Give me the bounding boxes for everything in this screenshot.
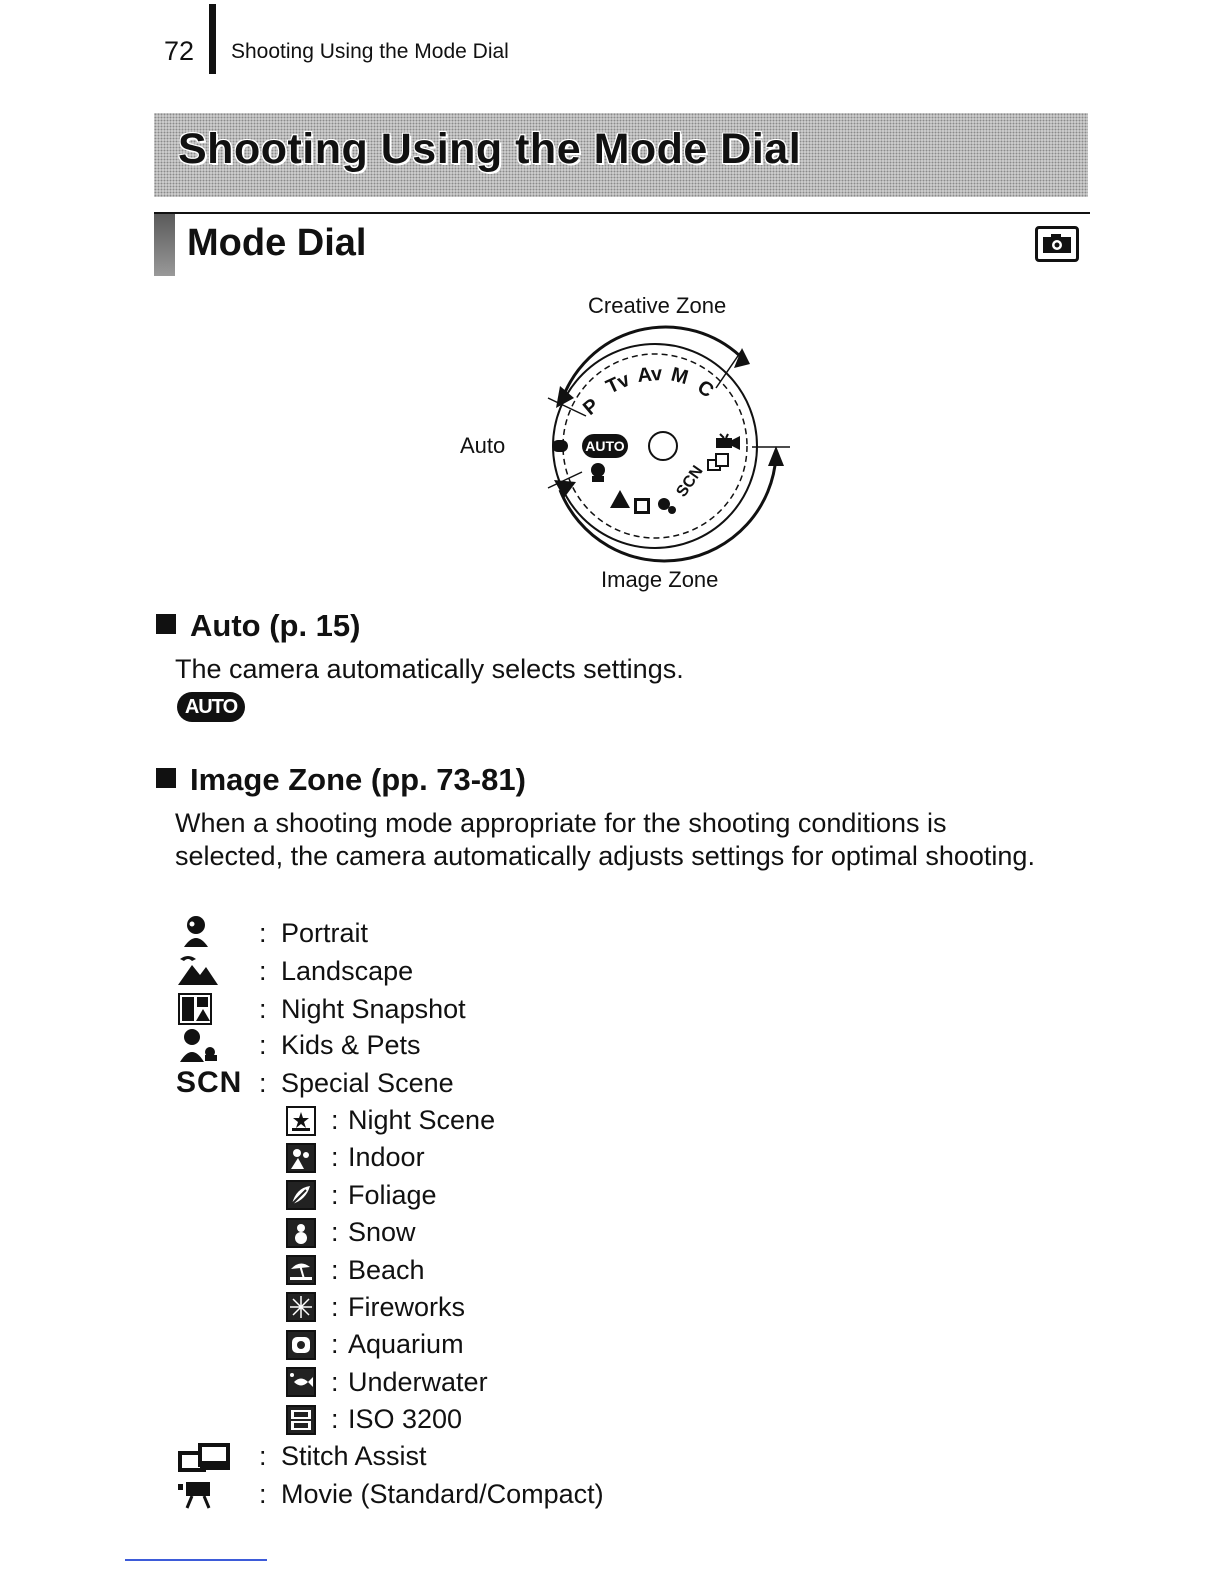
dial-center [649, 432, 677, 460]
aquarium-icon [286, 1330, 316, 1360]
indoor-icon [286, 1143, 316, 1173]
image-arrow-left [554, 480, 576, 498]
mode-label-special-scene: Special Scene [281, 1068, 454, 1098]
dial-mark-p: P [579, 394, 604, 420]
auto-heading-text: Auto (p. 15) [190, 608, 361, 643]
image-zone-heading-text: Image Zone (pp. 73-81) [190, 762, 526, 797]
label-auto: Auto [460, 433, 506, 458]
mode-label-portrait: Portrait [281, 918, 369, 948]
mode-label-kids-pets: Kids & Pets [281, 1030, 421, 1060]
page-title: Shooting Using the Mode Dial [178, 125, 802, 173]
separator: : [331, 1255, 339, 1285]
scene-label-iso-3200: ISO 3200 [348, 1404, 463, 1434]
scene-label-fireworks: Fireworks [348, 1292, 466, 1322]
night-scene-icon [286, 1106, 316, 1136]
separator: : [259, 956, 267, 986]
dial-mark-av: Av [636, 362, 664, 387]
iso-3200-icon [286, 1405, 316, 1435]
dial-portrait-glyph [591, 463, 605, 482]
scene-label-snow: Snow [348, 1217, 416, 1247]
separator: : [259, 1030, 267, 1060]
separator: : [331, 1404, 339, 1434]
scene-label-aquarium: Aquarium [348, 1329, 464, 1359]
scene-label-underwater: Underwater [348, 1367, 488, 1397]
mode-label-movie: Movie (Standard/Compact) [281, 1479, 604, 1509]
label-creative-zone: Creative Zone [588, 293, 727, 318]
separator: : [259, 1479, 267, 1509]
image-zone-heading [156, 762, 526, 798]
beach-icon [286, 1255, 316, 1285]
header-rule [209, 4, 216, 74]
snow-icon [286, 1218, 316, 1248]
separator: : [331, 1105, 339, 1135]
dial-mark-c: C [693, 376, 718, 403]
dial-mark-scn: SCN [673, 462, 707, 501]
mode-dial-diagram [520, 320, 800, 570]
separator: : [259, 1068, 267, 1098]
separator: : [331, 1180, 339, 1210]
separator: : [259, 994, 267, 1024]
dial-landscape-glyph [610, 490, 630, 508]
separator: : [259, 918, 267, 948]
section-bar [154, 214, 175, 276]
portrait-icon [178, 913, 214, 949]
separator: : [259, 1441, 267, 1471]
image-zone-description: When a shooting mode appropriate for the shooting conditions is selected, the camera automatically adjusts settings for optimal shooting. [175, 808, 1035, 871]
separator: : [331, 1329, 339, 1359]
stitch-assist-icon [178, 1443, 232, 1473]
dial-pointer [552, 440, 568, 452]
separator: : [331, 1292, 339, 1322]
dial-movie-glyph [716, 434, 740, 450]
underwater-icon [286, 1367, 316, 1397]
dial-stitch-glyph [708, 454, 728, 470]
label-image-zone: Image Zone [601, 567, 719, 592]
separator: : [331, 1367, 339, 1397]
night-snapshot-icon [178, 993, 212, 1025]
dial-kids-glyph [658, 498, 676, 514]
scene-label-beach: Beach [348, 1255, 425, 1285]
dial-mark-m: M [668, 363, 691, 390]
scene-label-indoor: Indoor [348, 1142, 425, 1172]
page-number: 72 [164, 36, 195, 66]
camera-icon [1035, 226, 1079, 262]
image-arrow-right [768, 446, 784, 466]
auto-heading [156, 608, 361, 644]
dial-auto-text: AUTO [585, 438, 625, 454]
bullet-square [156, 768, 176, 788]
mode-label-night-snapshot: Night Snapshot [281, 994, 466, 1024]
dial-night-glyph [634, 498, 650, 514]
movie-icon [178, 1480, 218, 1512]
mode-label-stitch-assist: Stitch Assist [281, 1441, 427, 1471]
dial-mark-tv: Tv [602, 368, 634, 399]
bullet-square [156, 614, 176, 634]
section-title: Mode Dial [187, 222, 367, 264]
landscape-icon [178, 953, 218, 987]
scn-icon: SCN [176, 1066, 243, 1099]
footer-rule [125, 1559, 267, 1561]
auto-mode-icon: AUTO [177, 692, 245, 722]
mode-label-landscape: Landscape [281, 956, 414, 986]
section-rule [154, 212, 1090, 214]
running-header: Shooting Using the Mode Dial [231, 40, 509, 63]
foliage-icon [286, 1180, 316, 1210]
separator: : [331, 1217, 339, 1247]
auto-description: The camera automatically selects settings. [175, 654, 684, 684]
kids-pets-icon [178, 1028, 220, 1064]
separator: : [331, 1142, 339, 1172]
scene-label-foliage: Foliage [348, 1180, 437, 1210]
scene-label-night-scene: Night Scene [348, 1105, 496, 1135]
fireworks-icon [286, 1292, 316, 1322]
